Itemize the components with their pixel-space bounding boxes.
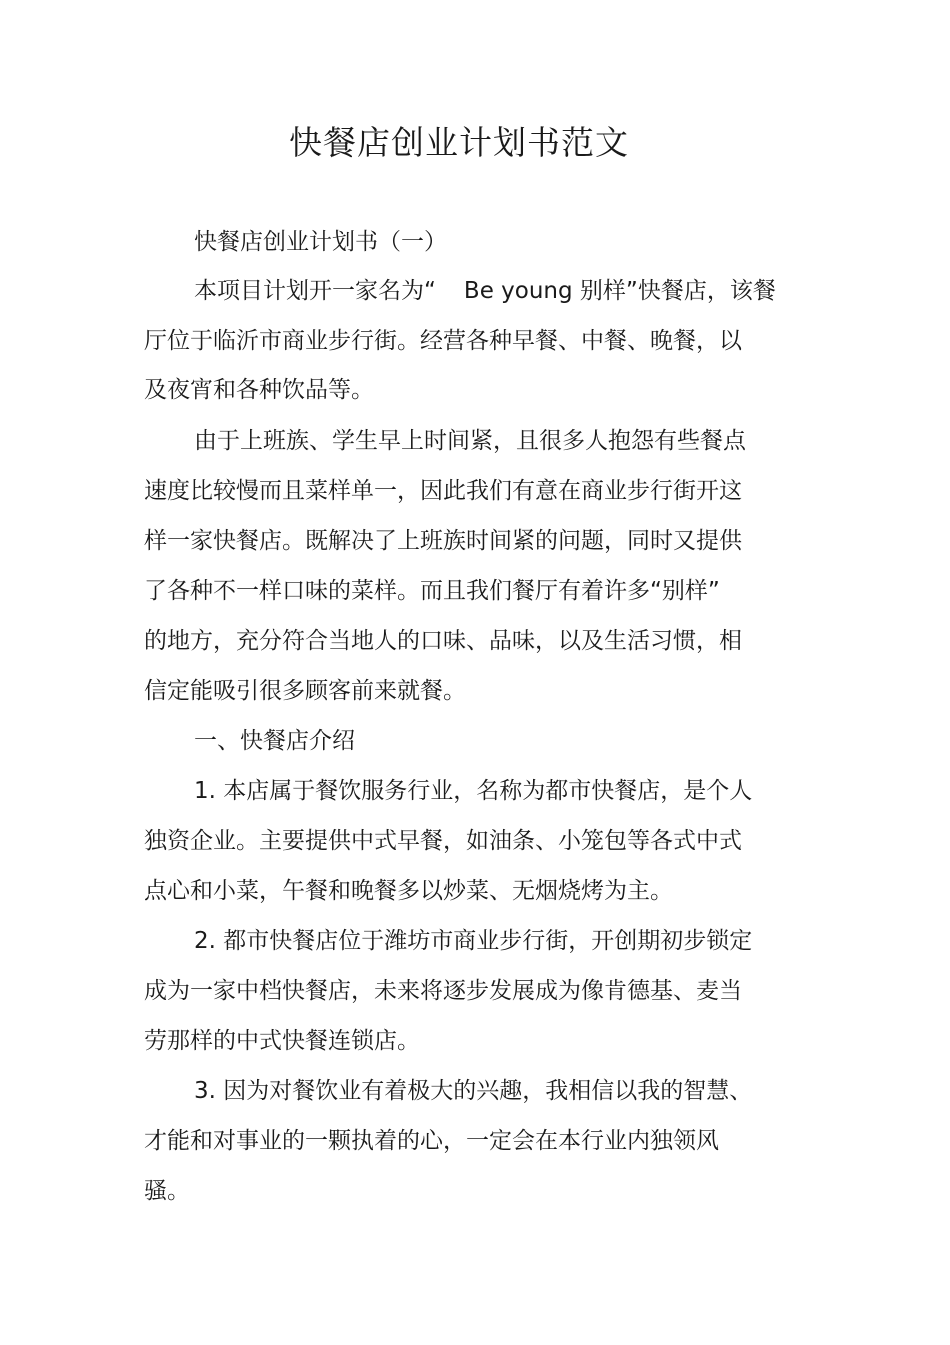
paragraph-line: 速度比较慢而且菜样单一，因此我们有意在商业步行街开这 (144, 478, 742, 504)
list-item-line: 骚。 (144, 1178, 190, 1204)
paragraph-line: 由于上班族、学生早上时间紧，且很多人抱怨有些餐点 (194, 428, 746, 454)
paragraph-line: 的地方，充分符合当地人的口味、品味，以及生活习惯，相 (144, 628, 742, 654)
paragraph-text: Be young 别样”快餐店，该餐 (463, 278, 776, 304)
paragraph-text: 本项目计划开一家名为“ (194, 278, 436, 304)
list-item-line: 点心和小菜，午餐和晚餐多以炒菜、无烟烧烤为主。 (144, 878, 673, 904)
section-heading-plan-one: 快餐店创业计划书（一） (194, 229, 447, 255)
section-heading-intro: 一、快餐店介绍 (194, 728, 355, 754)
document-title: 快餐店创业计划书范文 (289, 123, 629, 162)
list-item-line: 成为一家中档快餐店，未来将逐步发展成为像肯德基、麦当 (144, 978, 742, 1004)
paragraph-line: 信定能吸引很多顾客前来就餐。 (144, 678, 466, 704)
list-item-line: 独资企业。主要提供中式早餐，如油条、小笼包等各式中式 (144, 828, 742, 854)
list-item-line: 1. 本店属于餐饮服务行业，名称为都市快餐店，是个人 (194, 778, 753, 804)
list-item-line: 3. 因为对餐饮业有着极大的兴趣，我相信以我的智慧、 (194, 1078, 753, 1104)
paragraph-line: 样一家快餐店。既解决了上班族时间紧的问题，同时又提供 (144, 528, 742, 554)
paragraph-line: 及夜宵和各种饮品等。 (144, 377, 374, 403)
paragraph-line (194, 275, 776, 307)
paragraph-line: 了各种不一样口味的菜样。而且我们餐厅有着许多“别样” (144, 578, 720, 604)
paragraph-line: 厅位于临沂市商业步行街。经营各种早餐、中餐、晚餐，以 (144, 328, 742, 354)
list-item-line: 劳那样的中式快餐连锁店。 (144, 1028, 420, 1054)
list-item-line: 才能和对事业的一颗执着的心，一定会在本行业内独领风 (144, 1128, 719, 1154)
list-item-line: 2. 都市快餐店位于潍坊市商业步行街，开创期初步锁定 (194, 928, 753, 954)
